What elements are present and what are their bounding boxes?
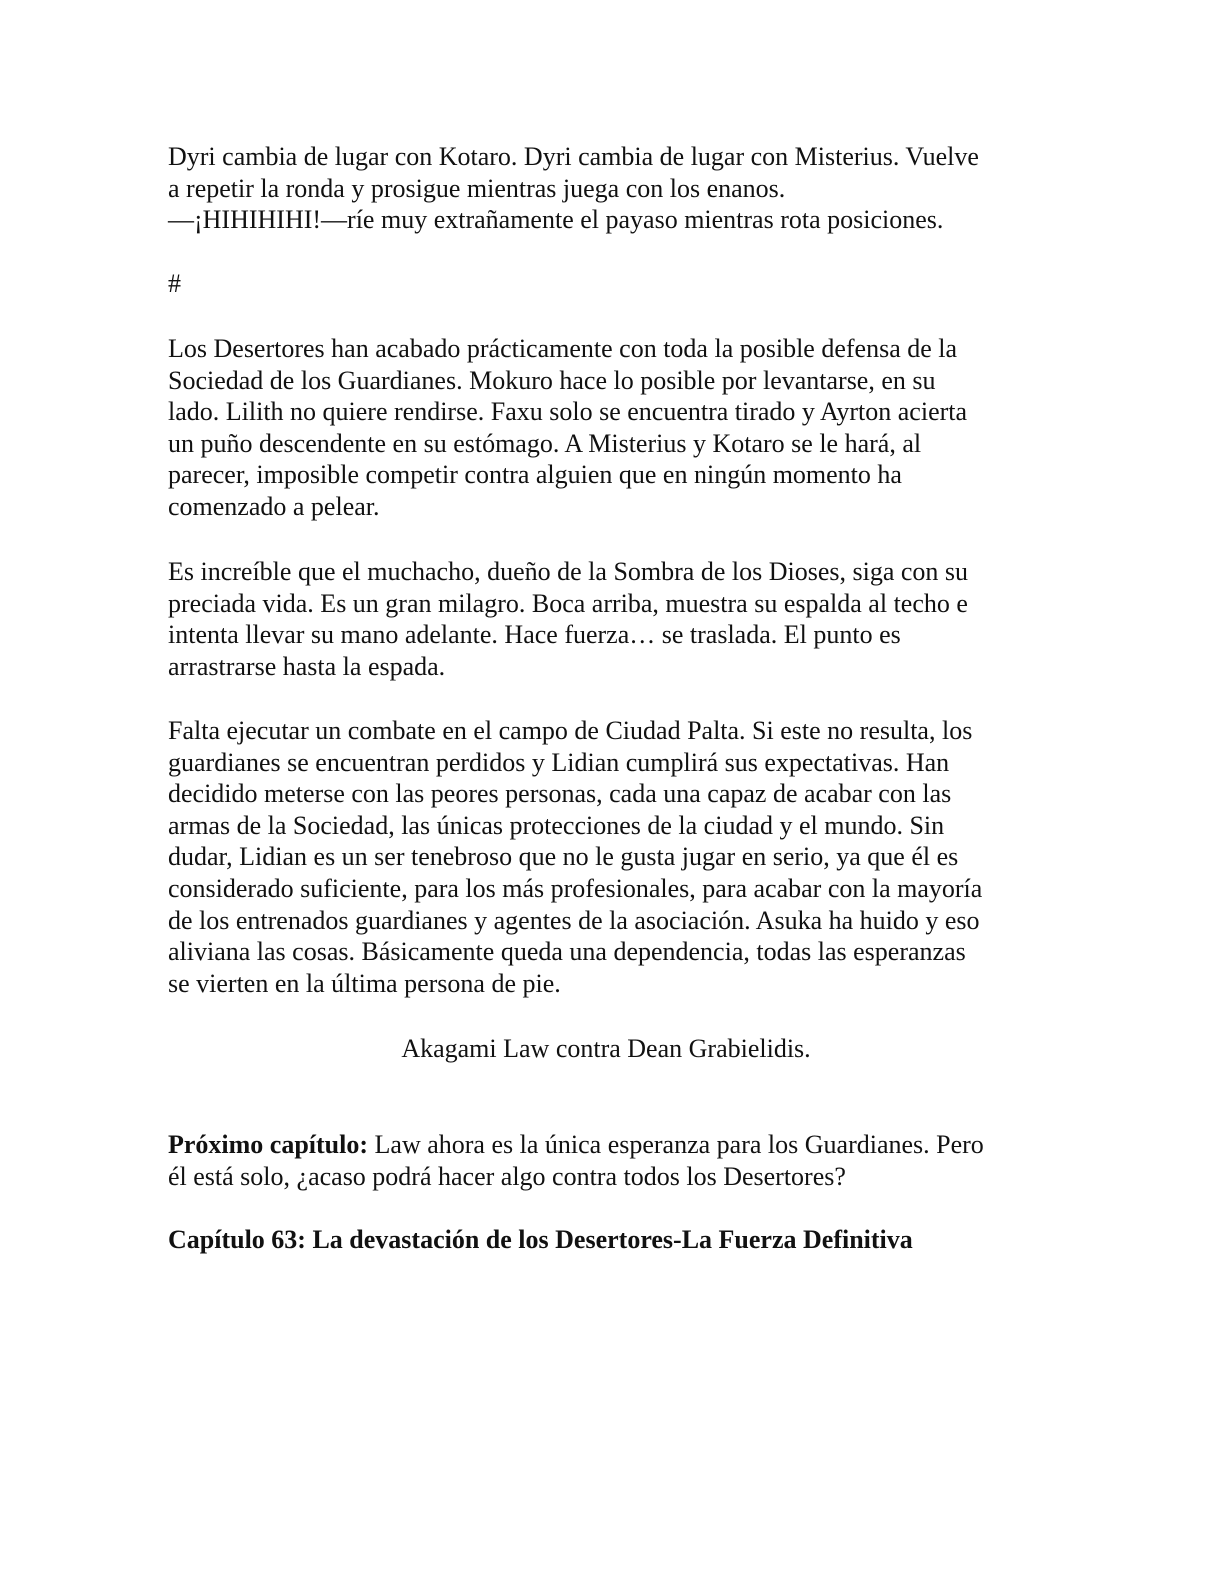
paragraph-line: aliviana las cosas. Básicamente queda una dependencia, todas las esperanzas [168, 937, 966, 967]
centered-matchup [168, 1033, 1044, 1065]
paragraph-line: se vierten en la última persona de pie. [168, 968, 561, 998]
paragraph-line: de los entrenados guardianes y agentes de la asociación. Asuka ha huido y eso [168, 905, 980, 935]
chapter-title [168, 1224, 1068, 1256]
opening-line-2: a repetir la ronda y prosigue mientras juega con los enanos. [168, 173, 786, 203]
paragraph-line: Falta ejecutar un combate en el campo de Ciudad Palta. Si este no resulta, los [168, 716, 973, 745]
matchup-line: Akagami Law contra Dean Grabielidis. [401, 1034, 811, 1063]
paragraph-line: parecer, imposible competir contra alguien que en ningún momento ha [168, 460, 902, 490]
opening-paragraph [168, 141, 1068, 236]
paragraph-muchacho [168, 556, 1068, 682]
paragraph-line: intenta llevar su mano adelante. Hace fuerza… se traslada. El punto es [168, 620, 901, 650]
next-chapter-line-1 [168, 1129, 1068, 1161]
opening-line-1: Dyri cambia de lugar con Kotaro. Dyri cambia de lugar con Misterius. Vuelve [168, 142, 979, 171]
paragraph-line: armas de la Sociedad, las únicas protecciones de la ciudad y el mundo. Sin [168, 810, 945, 840]
paragraph-combate [168, 715, 1068, 999]
paragraph-line: Los Desertores han acabado prácticamente con toda la posible defensa de la [168, 334, 958, 363]
next-chapter-line-2: él está solo, ¿acaso podrá hacer algo contra todos los Desertores? [168, 1161, 846, 1191]
paragraph-line: guardianes se encuentran perdidos y Lidian cumplirá sus expectativas. Han [168, 747, 950, 777]
paragraph-line: arrastrarse hasta la espada. [168, 651, 446, 681]
paragraph-desertores [168, 333, 1068, 523]
dialogue-line: —¡HIHIHIHI!—ríe muy extrañamente el payaso mientras rota posiciones. [168, 205, 944, 235]
paragraph-line: preciada vida. Es un gran milagro. Boca arriba, muestra su espalda al techo e [168, 588, 968, 618]
paragraph-line: comenzado a pelear. [168, 491, 380, 521]
chapter-title-text: Capítulo 63: La devastación de los Desertores-La Fuerza Definitiva [168, 1225, 913, 1254]
paragraph-line: dudar, Lidian es un ser tenebroso que no le gusta jugar en serio, ya que él es [168, 842, 959, 872]
next-chapter-label: Próximo capítulo: [168, 1130, 369, 1159]
next-chapter-text: Law ahora es la única esperanza para los Guardianes. Pero [368, 1130, 984, 1159]
paragraph-line: Es increíble que el muchacho, dueño de la Sombra de los Dioses, siga con su [168, 557, 969, 586]
paragraph-line: un puño descendente en su estómago. A Misterius y Kotaro se le hará, al [168, 428, 922, 458]
separator-mark: # [168, 269, 181, 298]
paragraph-line: Sociedad de los Guardianes. Mokuro hace lo posible por levantarse, en su [168, 365, 936, 395]
paragraph-line: lado. Lilith no quiere rendirse. Faxu solo se encuentra tirado y Ayrton acierta [168, 397, 968, 427]
paragraph-line: decidido meterse con las peores personas, cada una capaz de acabar con las [168, 779, 952, 809]
paragraph-line: considerado suficiente, para los más profesionales, para acabar con la mayoría [168, 873, 983, 903]
scene-separator [168, 268, 1068, 300]
next-chapter-preview [168, 1129, 1068, 1192]
